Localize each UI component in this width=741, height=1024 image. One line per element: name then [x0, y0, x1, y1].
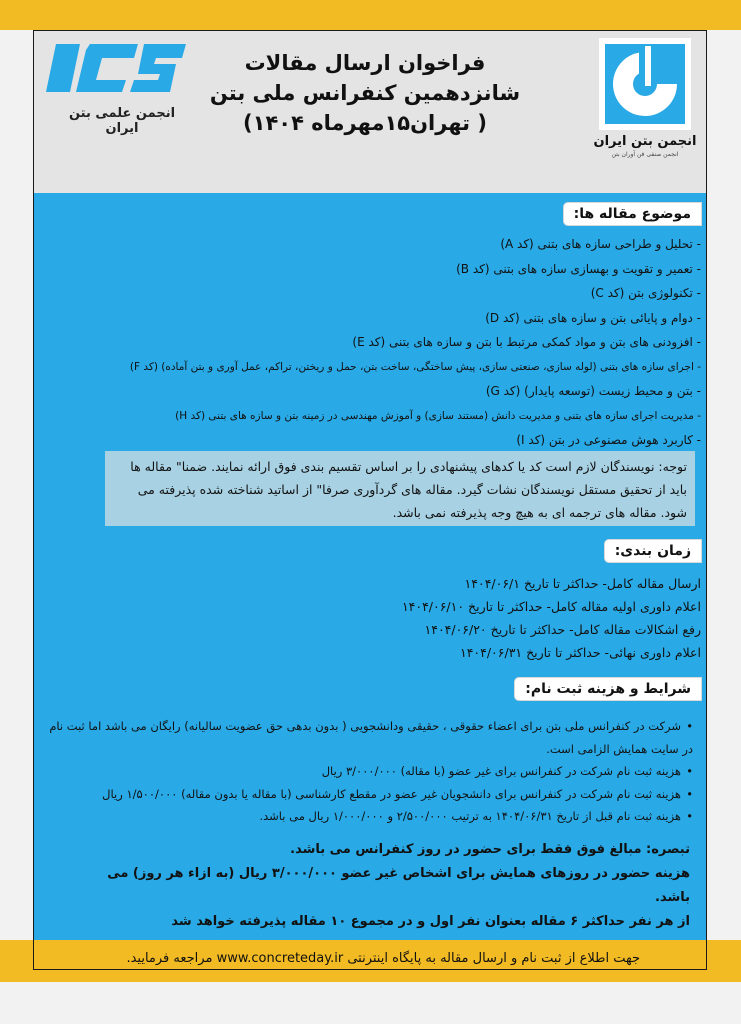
- bullet-icon: •: [686, 764, 693, 778]
- topic-item: - مدیریت اجرای سازه های بتنی و مدیریت دانش (مستند سازی) و آموزش مهندسی در زمینه بتن و سازه های بتنی (کد H): [175, 409, 701, 422]
- condition-item: [48, 760, 693, 783]
- concrete-association-logo-icon: [599, 38, 691, 130]
- topic-item: - تعمیر و تقویت و بهسازی سازه های بتنی (کد B): [456, 261, 701, 276]
- condition-item: [48, 805, 693, 828]
- page-title-line1: فراخوان ارسال مقالات: [244, 51, 486, 75]
- footnote-line: تبصره: مبالغ فوق فقط برای حضور در روز کنفرانس می باشد.: [290, 842, 690, 857]
- concrete-association-subtitle: انجمن صنفی فن آوران بتن: [611, 151, 679, 158]
- concrete-association-logo-block: [590, 38, 700, 158]
- schedule-row: اعلام داوری اولیه مقاله کامل- حداکثر تا تاریخ ۱۴۰۴/۰۶/۱۰: [401, 599, 701, 614]
- footnote-line: هزینه حضور در روزهای همایش برای اشخاص غیر عضو ۳/۰۰۰/۰۰۰ ریال (به ازاء هر روز) می باشد.: [107, 866, 690, 905]
- topic-item: - افزودنی های بتن و مواد کمکی مرتبط با بتن و سازه های بتنی (کد E): [352, 335, 701, 349]
- condition-text: هزینه ثبت نام قبل از تاریخ ۱۴۰۴/۰۶/۳۱ به ترتیب ۲/۵۰۰/۰۰۰ و ۱/۰۰۰/۰۰۰ ریال می باشد.: [259, 809, 681, 823]
- schedule-row: ارسال مقاله کامل- حداکثر تا تاریخ ۱۴۰۴/۰۶/۱: [464, 576, 701, 591]
- condition-text: هزینه ثبت نام شرکت در کنفرانس برای دانشجویان غیر عضو در مقطع کارشناسی (با مقاله یا بدون مقاله) ۱/۵۰۰/۰۰۰ ریال: [102, 786, 681, 801]
- condition-item: [48, 715, 693, 760]
- condition-text: شرکت در کنفرانس ملی بتن برای اعضاء حقوقی ، حقیقی ودانشجویی ( بدون بدهی حق عضویت سالیانه) رایگان می باشد اما ثبت نام در سایت همایش الزامی است.: [49, 719, 693, 756]
- conditions-heading: شرایط و هزینه ثبت نام:: [515, 678, 701, 700]
- page-title-line3: ( تهران۱۵مهرماه ۱۴۰۴): [243, 111, 487, 135]
- footnote-line: از هر نفر حداکثر ۶ مقاله بعنوان نفر اول و در مجموع ۱۰ مقاله پذیرفته خواهد شد: [171, 914, 690, 929]
- bullet-icon: •: [686, 809, 693, 823]
- schedule-row: رفع اشکالات مقاله کامل- حداکثر تا تاریخ ۱۴۰۴/۰۶/۲۰: [424, 622, 701, 637]
- conditions-footnote: [100, 838, 690, 934]
- conditions-list: [48, 715, 693, 828]
- title-block: [200, 48, 530, 138]
- condition-text: هزینه ثبت نام شرکت در کنفرانس برای غیر عضو (با مقاله) ۳/۰۰۰/۰۰۰ ریال: [321, 764, 681, 778]
- schedule-heading: زمان بندی:: [605, 540, 701, 562]
- bullet-icon: •: [686, 719, 693, 733]
- page-title-line2: شانزدهمین کنفرانس ملی بتن: [209, 81, 521, 105]
- schedule-list: [281, 572, 701, 664]
- topic-item: - دوام و پایائی بتن و سازه های بتنی (کد D): [485, 310, 701, 325]
- schedule-row: اعلام داوری نهائی- حداکثر تا تاریخ ۱۴۰۴/۰۶/۳۱: [459, 645, 701, 660]
- ics-logo-icon: [46, 40, 186, 96]
- bullet-icon: •: [686, 786, 693, 801]
- topic-item: - بتن و محیط زیست (توسعه پایدار) (کد G): [485, 384, 701, 398]
- topics-list: [61, 232, 701, 453]
- top-yellow-strip: [0, 0, 741, 30]
- topic-item: - اجرای سازه های بتنی (لوله سازی، صنعتی سازی، پیش ساختگی، ساخت بتن، حمل و ریختن، تراکم، عمل آوری و بتن آماده) (کد F): [129, 360, 701, 373]
- topic-item: - کاربرد هوش مصنوعی در بتن (کد I): [516, 433, 701, 447]
- ics-logo-block: [46, 40, 206, 136]
- topic-item: - تکنولوژی بتن (کد C): [590, 286, 701, 300]
- footer-website-text: جهت اطلاع از ثبت نام و ارسال مقاله به پایگاه اینترنتی www.concreteday.ir مراجعه فرمایید.: [126, 951, 640, 966]
- topic-item: - تحلیل و طراحی سازه های بتنی (کد A): [500, 237, 701, 251]
- ics-logo-caption: انجمن علمی بتن ایران: [68, 106, 176, 136]
- concrete-association-name: انجمن بتن ایران: [593, 134, 697, 149]
- topics-heading: موضوع مقاله ها:: [564, 203, 701, 225]
- condition-item: [48, 783, 693, 806]
- topics-note: توجه: نویسندگان لازم است کد یا کدهای پیشنهادی را بر اساس تقسیم بندی فوق ارائه نمایند. ضمنا" مقاله ها باید از تحقیق مستقل نویسندگان نشات گیرد. مقاله های گردآوری صرفا" از اساتید شناخته شده پذیرفته می شود. مقاله های ترجمه ای به هیچ وجه پذیرفته نمی باشد.: [105, 451, 695, 526]
